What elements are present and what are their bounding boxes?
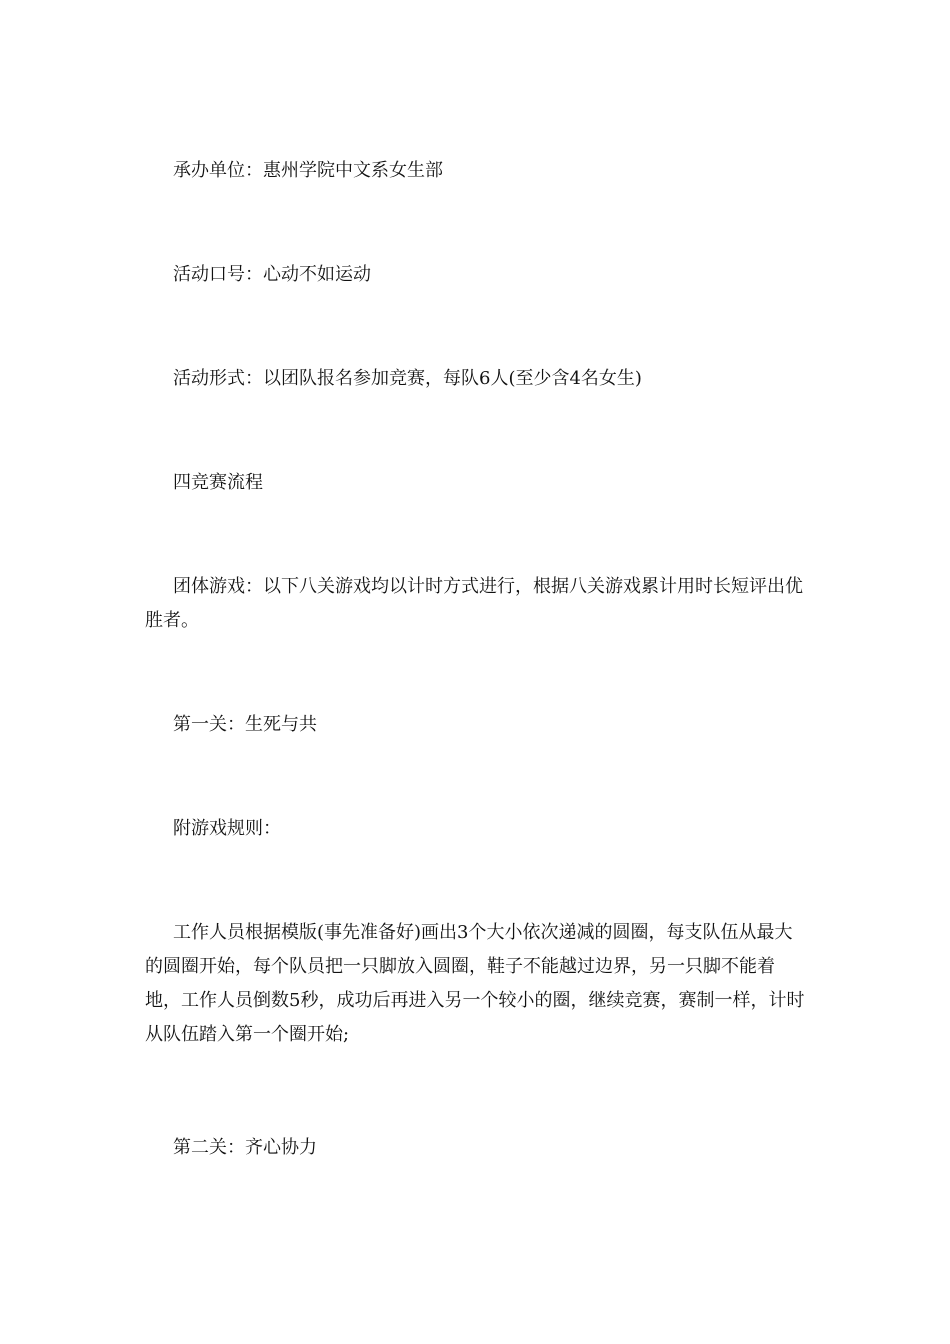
- rules-heading: 附游戏规则：: [173, 818, 281, 839]
- organizer-paragraph: 承办单位：惠州学院中文系女生部: [173, 160, 443, 181]
- level-two-heading: 第二关：齐心协力: [173, 1137, 317, 1158]
- level-one-heading: 第一关：生死与共: [173, 714, 317, 735]
- format-paragraph: 活动形式：以团队报名参加竞赛，每队6人(至少含4名女生): [173, 368, 642, 389]
- slogan-paragraph: 活动口号：心动不如运动: [173, 264, 371, 285]
- rules-paragraph: 工作人员根据模版(事先准备好)画出3个大小依次递减的圆圈，每支队伍从最大的圆圈开始，每个队员把一只脚放入圆圈，鞋子不能越过边界，另一只脚不能着地，工作人员倒数5秒，成功后再进入另一个较小的圈，继续竞赛，赛制一样，计时从队伍踏入第一个圈开始;: [145, 922, 805, 1045]
- section-heading: 四竞赛流程: [173, 472, 263, 493]
- team-games-paragraph: 团体游戏：以下八关游戏均以计时方式进行，根据八关游戏累计用时长短评出优胜者。: [145, 576, 803, 631]
